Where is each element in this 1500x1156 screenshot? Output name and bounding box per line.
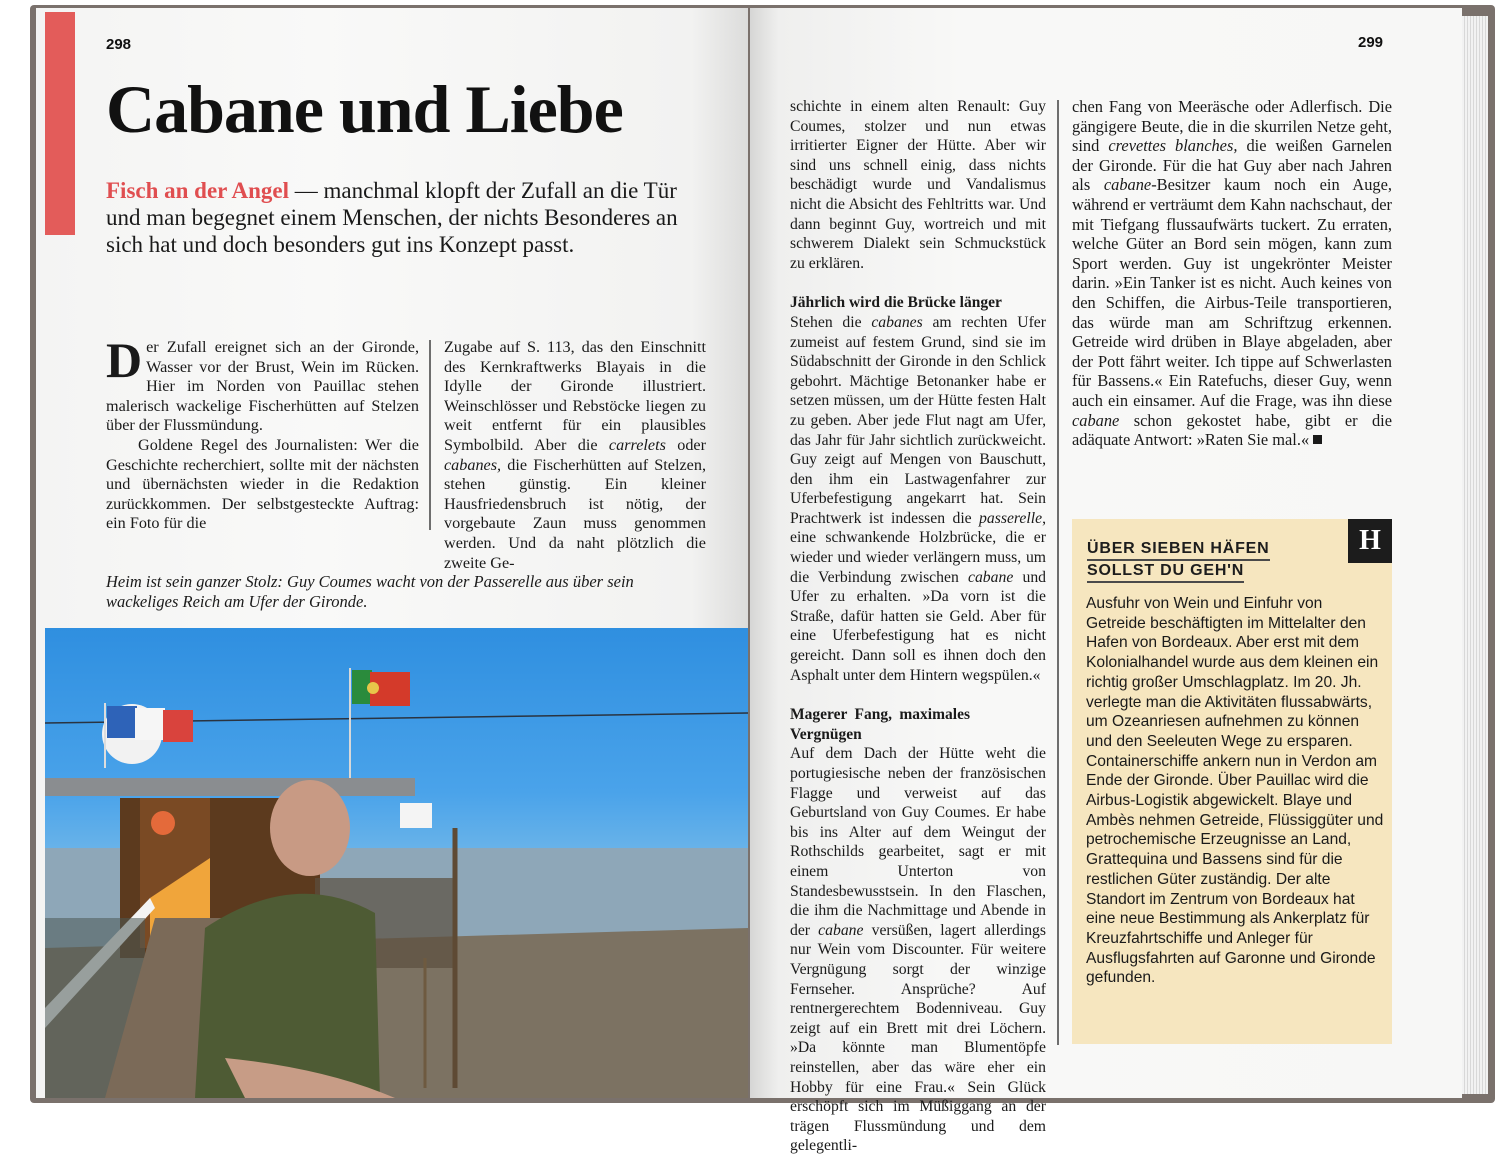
text-run: und Ufer zu erhalten. »Da vorn ist die Straße, dafür hatten sie Geld. Aber für eine Uferbefestigung hat es nicht gereicht. Dann soll es ihnen doch den Asphalt unter dem Hintern wegspülen.«	[790, 568, 1047, 684]
italic-term: cabanes,	[444, 455, 502, 474]
italic-term: cabane	[1103, 175, 1152, 195]
column-divider	[429, 340, 431, 530]
text-run: chen Fang von Meeräsche oder Adlerfisch. Die gängigere Beute, die in die skurrilen Netze geht, sind	[1072, 97, 1392, 156]
italic-term: cabane	[818, 921, 864, 939]
column-divider	[1057, 100, 1059, 1045]
lead-text: — manchmal klopft der Zufall an die Tür und man begegnet einem Menschen, der nichts Besonderes an sich hat und doch besonders gut ins Konzept passt.	[106, 178, 678, 257]
paragraph: schichte in einem alten Renault: Guy Coumes, stolzer und nun etwas irritierter Eigner der Hütte. Aber wir sind uns schnell einig, dass nichts beschädigt wurde und Vandalismus nicht die Absicht des Fehltritts war. Und dann beginnt Guy, wortreich und mit schwerem Dialekt sein Schmuckstück zu erklären.	[790, 98, 1046, 272]
italic-term: passerelle	[979, 509, 1043, 527]
text-run: Stehen die	[790, 313, 872, 331]
text-run: oder	[665, 435, 706, 454]
section-subhead: Magerer Fang, maximales Vergnügen	[790, 706, 970, 743]
italic-term: cabane	[1072, 410, 1120, 430]
text-run: die Fischerhütten auf Stelzen, stehen günstig. Ein kleiner Hausfriedensbruch ist nötig, der vorgebaute Zaun muss genommen werden. Und da naht plötzlich die zweite Ge-	[444, 455, 706, 572]
page-edges	[1462, 16, 1488, 1094]
italic-term: cabane	[967, 568, 1014, 586]
right-column-2	[1072, 97, 1392, 450]
italic-term: crevettes blanches,	[1108, 136, 1238, 156]
article-title: Cabane und Liebe	[106, 71, 623, 147]
info-box-title	[1087, 539, 1270, 583]
section-subhead: Jährlich wird die Brücke länger	[790, 294, 1002, 312]
article-photo	[45, 628, 748, 1098]
left-column-2	[444, 338, 706, 573]
italic-term: carrelets	[608, 435, 666, 454]
left-column-1	[106, 332, 419, 534]
photo-caption: Heim ist sein ganzer Stolz: Guy Coumes wacht von der Passerelle aus über sein wackeliges Reich am Ufer der Gironde.	[106, 572, 634, 611]
text-run: die weißen Garnelen der Gironde. Für die hat Guy aber nach Jahren als	[1072, 136, 1392, 195]
info-box-body: Ausfuhr von Wein und Einfuhr von Getreide beschäftigten im Mittelalter den Hafen von Bordeaux. Aber erst mit dem Kolonialhandel wurde aus dem kleinen ein richtig großer Umschlagplatz. Im 20. Jh. verlegte man die Aktivitäten flussabwärts, um Ozeanriesen aufnehmen zu können und den Seeleuten Wege zu ersparen. Containerschiffe ankern nun in Verdon am Ende der Gironde. Über Pauillac wird die Airbus-Logistik abgewickelt. Blaye und Ambès nehmen Getreide, Flüssiggüter und petrochemische Erzeugnisse an Land, Grattequina und Bassens sind für die restlichen Güter zuständig. Der alte Standort im Zentrum von Bordeaux hat eine neue Bestimmung als Ankerplatz für Kreuzfahrtschiffe und Anleger für Ausflugsfahrten auf Garonne und Gironde gefunden.	[1086, 595, 1384, 987]
drop-cap: D	[106, 332, 143, 388]
page-number-right: 299	[1358, 34, 1384, 51]
article-lead	[106, 177, 706, 258]
photo-illustration	[45, 628, 748, 1098]
title-line: SOLLST DU GEH'N	[1087, 561, 1244, 583]
lead-kicker: Fisch an der Angel	[106, 178, 289, 203]
accent-bar	[45, 12, 75, 235]
h-badge-icon: H	[1348, 519, 1392, 563]
text-run: schon gekostet habe, gibt er die adäquate Antwort: »Raten Sie mal.«	[1072, 410, 1392, 450]
info-box	[1072, 519, 1392, 1044]
paragraph: er Zufall ereignet sich an der Gironde, Wasser vor der Brust, Wein im Rücken. Hier im Norden von Pauillac stehen malerisch wackelige Fischerhütten auf Stelzen über der Flussmündung.	[106, 338, 419, 435]
paragraph: Goldene Regel des Journalisten: Wer die Geschichte recherchiert, sollte mit der nächsten und übernächsten wieder in die Redaktion zurückkommen. Der selbstgesteckte Auftrag: ein Foto für die	[106, 435, 419, 533]
text-run: versüßen, lagert allerdings nur Wein vom Discounter. Für weitere Vergnügung sorgt der winzige Fernseher. Ansprüche? Auf rentnergerechtem Bodenniveau. Guy zeigt auf ein Brett mit drei Löchern. »Da könnte man Blumentöpfe reinstellen, aber das wäre eher ein Hobby für eine Frau.« Sein Glück erschöpft sich im Müßiggang an der trägen Flussmündung und dem gelegentli-	[790, 921, 1047, 1155]
text-run: -Besitzer kaum noch ein Auge, während er verträumt dem Kahn nachschaut, der mit Tiefgang flussaufwärts tuckert. Zu erraten, welche Güter an Bord sein mögen, kann zum Sport werden. Guy ist ungekrönter Meister darin. »Ein Tanker ist es nicht. Auch keines von den Schiffen, die Airbus-Teile transportieren, das würde man am Schriftzug erkennen. Getreide wird drüben in Blaye abgeladen, aber der Pott fährt weiter. Ich tippe auf Schwerlasten für Bassens.« Ein Ratefuchs, dieser Guy, wenn auch ein einsamer. Auf die Frage, was ihn diese	[1072, 175, 1393, 410]
end-mark-icon	[1313, 435, 1322, 444]
text-run: , eine schwankende Holzbrücke, die er wieder und wieder verlängern muss, um die Verbindung zwischen	[790, 509, 1046, 586]
title-line: ÜBER SIEBEN HÄFEN	[1087, 539, 1270, 561]
text-run: Zugabe auf S. 113, das den Einschnitt des Kernkraftwerks Blayais in die Idylle der Gironde illustriert. Weinschlösser und Rebstöcke liegen zu weit entfernt für ein plausibles Symbolbild. Aber die	[444, 338, 706, 454]
page-number-left: 298	[106, 36, 132, 53]
text-run: am rechten Ufer zumeist auf festem Grund, sind sie im Südabschnitt der Gironde in den Schlick gebohrt. Mächtige Betonanker habe er setzen müssen, um der Hütte festen Halt zu geben. Aber jede Flut nagt am Ufer, das Jahr für Jahr sichtlich zurückweicht. Guy zeigt auf Mengen von Bauschutt, den ihm ein Lastwagenfahrer zur Uferbefestigung angekarrt hat. Sein Prachtwerk ist indessen die	[790, 313, 1046, 527]
text-run: Auf dem Dach der Hütte weht die portugiesische neben der französischen Flagge und verweist auf das Geburtsland von Guy Coumes. Er habe bis ins Alter auf dem Weingut der Rothschilds gearbeitet, sagt er mit einem Unterton von Standesbewusstsein. In den Flaschen, die ihm die Nachmittage und Abende in der	[790, 745, 1046, 939]
italic-term: cabanes	[871, 313, 923, 331]
right-column-1	[790, 97, 1046, 1156]
